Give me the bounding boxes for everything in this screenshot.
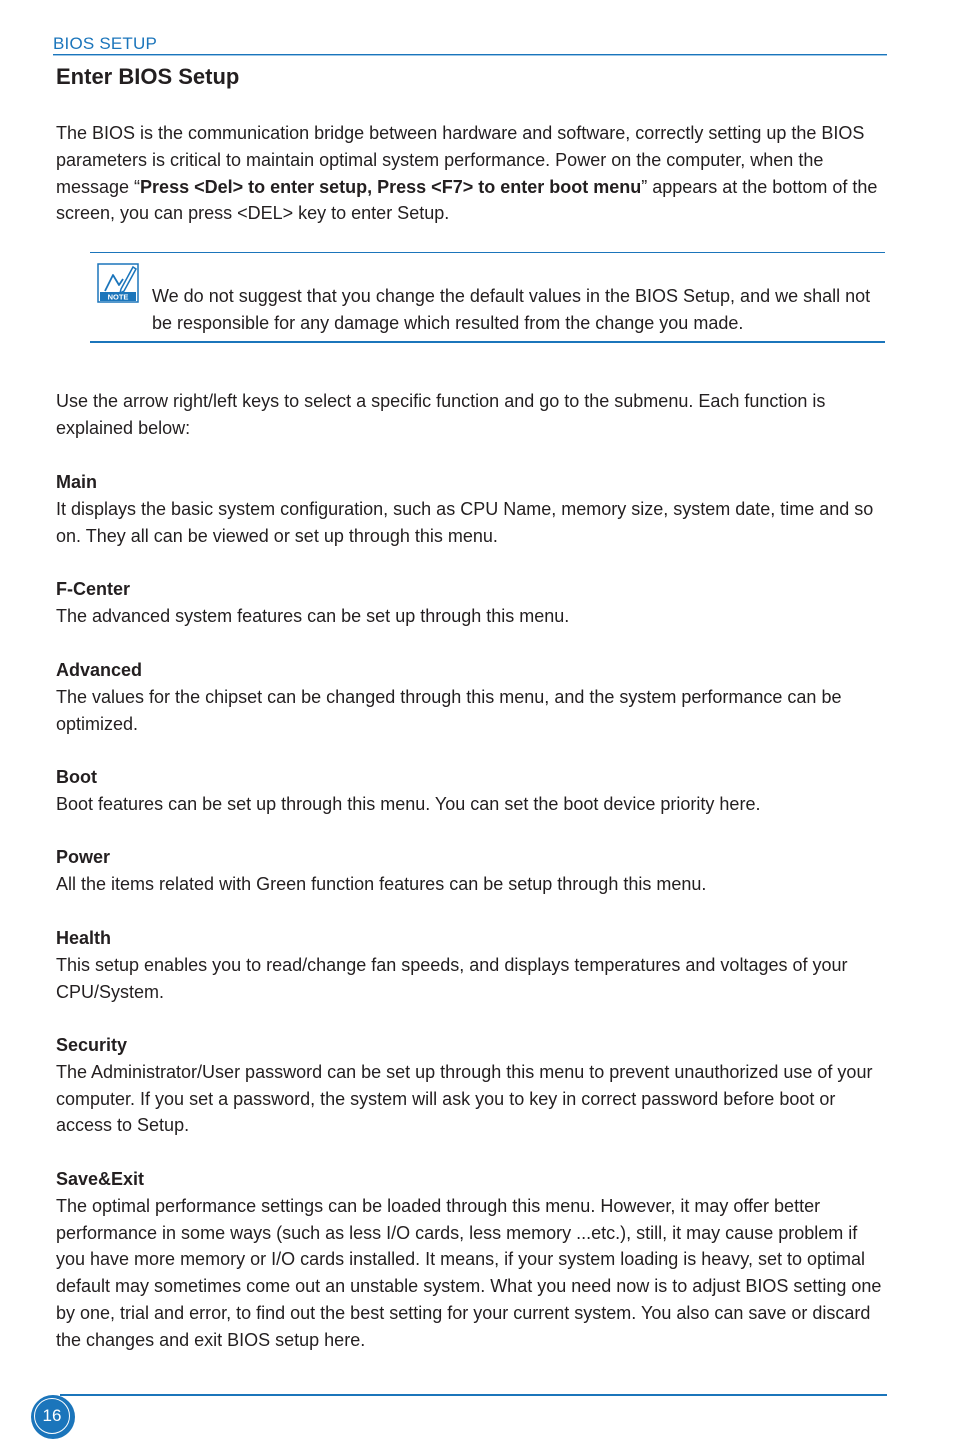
section-title-health: Health xyxy=(56,928,112,948)
intro-key-message: Press <Del> to enter setup, Press <F7> to enter boot menu xyxy=(140,176,642,197)
intro-paragraph xyxy=(56,120,886,227)
header-section-label: BIOS SETUP xyxy=(53,34,158,53)
section-title-boot: Boot xyxy=(56,767,97,787)
section-desc-power: All the items related with Green function features can be setup through this menu. xyxy=(56,873,707,894)
section-title-main: Main xyxy=(56,472,98,492)
footer-rule xyxy=(60,1394,887,1396)
section-desc-boot: Boot features can be set up through this menu. You can set the boot device priority here. xyxy=(56,793,761,814)
section-title-security: Security xyxy=(56,1035,128,1055)
note-icon-label: NOTE xyxy=(107,292,129,302)
section-desc-save-exit: The optimal performance settings can be loaded through this menu. However, it may offer better performance in some ways (such as less I/O cards, less memory ...etc.), still, it may cause problem if you have more memory or I/O cards installed. It means, if your system loading is heavy, set to optimal default may sometimes come out an unstable system. What you need now is to adjust BIOS setting one by one, trial and error, to find out the best setting for your current system. You also can save or discard the changes and exit BIOS setup here. xyxy=(56,1195,882,1350)
section-title-power: Power xyxy=(56,847,111,867)
header-rule xyxy=(53,54,887,56)
section-health xyxy=(56,925,886,1005)
section-advanced xyxy=(56,657,886,737)
section-desc-health: This setup enables you to read/change fan speeds, and displays temperatures and voltages of your CPU/System. xyxy=(56,954,848,1002)
section-desc-advanced: The values for the chipset can be changed through this menu, and the system performance can be optimized. xyxy=(56,686,842,734)
intro-text-start: The BIOS is the communication bridge between hardware and software, correctly setting up the BIOS parameters is critical to maintain optimal system performance. Power on the computer, when the message “ xyxy=(56,123,865,197)
section-title-f-center: F-Center xyxy=(56,579,131,599)
section-title-save-exit: Save&Exit xyxy=(56,1169,145,1189)
section-main xyxy=(56,469,886,549)
page-title: Enter BIOS Setup xyxy=(56,64,240,89)
section-boot xyxy=(56,764,886,818)
section-desc-f-center: The advanced system features can be set up through this menu. xyxy=(56,605,570,626)
note-icon xyxy=(97,263,139,305)
section-desc-main: It displays the basic system configuration, such as CPU Name, memory size, system date, time and so on. They all can be viewed or set up through this menu. xyxy=(56,498,874,546)
note-text: We do not suggest that you change the default values in the BIOS Setup, and we shall not be responsible for any damage which resulted from the change you made. xyxy=(152,286,871,333)
note-box xyxy=(90,252,885,343)
section-title-advanced: Advanced xyxy=(56,660,143,680)
page-number-badge xyxy=(31,1395,75,1439)
section-power xyxy=(56,844,886,898)
page-number: 16 xyxy=(34,1398,70,1434)
intro-text-end: ” appears at the bottom of the screen, you can press <DEL> key to enter Setup. xyxy=(56,176,878,224)
section-save-exit xyxy=(56,1166,886,1354)
section-security xyxy=(56,1032,886,1139)
section-f-center xyxy=(56,576,886,630)
section-desc-security: The Administrator/User password can be set up through this menu to prevent unauthorized use of your computer. If you set a password, the system will ask you to key in correct password before boot or access to Setup. xyxy=(56,1061,873,1136)
navigation-instructions: Use the arrow right/left keys to select a specific function and go to the submenu. Each function is explained below: xyxy=(56,391,826,438)
